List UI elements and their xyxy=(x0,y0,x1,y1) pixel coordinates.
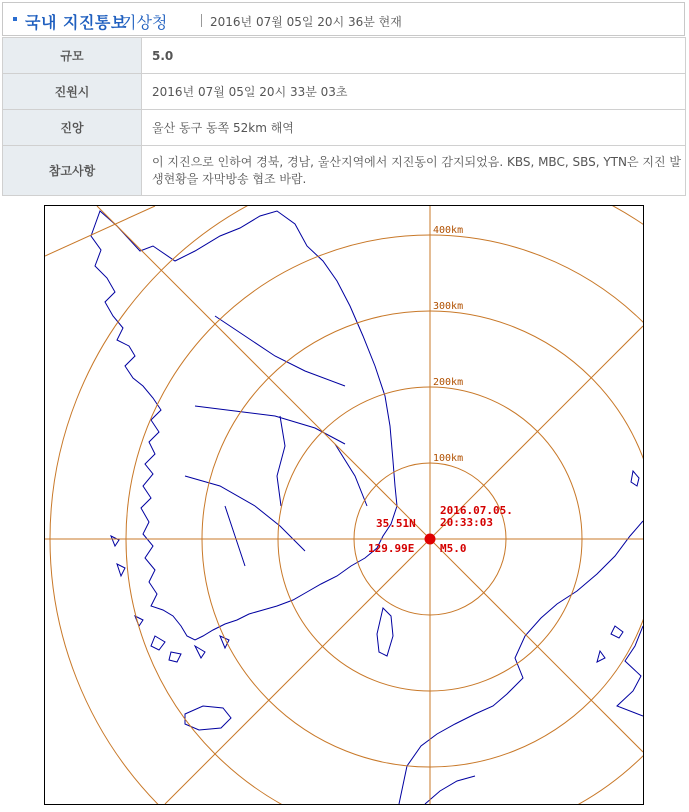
bullet-icon xyxy=(13,17,17,21)
epicenter-map xyxy=(44,205,644,805)
korean-peninsula-coast xyxy=(91,211,397,640)
table-row xyxy=(3,38,686,74)
notes-value: 이 지진으로 인하여 경북, 경남, 울산지역에서 지진동이 감지되었음. KBS, MBC, SBS, YTN은 지진 발생현황을 자막방송 협조 바람. xyxy=(142,146,686,196)
earthquake-info-table xyxy=(2,37,686,196)
notice-header xyxy=(2,2,685,36)
notes-label: 참고사항 xyxy=(3,146,142,196)
epicenter-marker xyxy=(425,534,436,545)
grid-lines xyxy=(45,206,643,804)
diagonal-line-sw-ne xyxy=(165,326,643,804)
epicenter-label: 진앙 xyxy=(3,110,142,146)
table-row xyxy=(3,110,686,146)
ring-labels xyxy=(433,225,463,464)
japan-coast xyxy=(399,521,643,804)
japan-islands xyxy=(597,471,639,662)
origin-time-label: 진원시 xyxy=(3,74,142,110)
jeju-island-coast xyxy=(185,706,231,730)
ring-label-2: 200km xyxy=(433,377,464,388)
event-date: 2016.07.05. xyxy=(440,504,513,517)
title-separator xyxy=(201,14,202,27)
coastline xyxy=(91,211,643,804)
event-time: 20:33:03 xyxy=(440,516,493,529)
epicenter-value: 울산 동구 동쪽 52km 해역 xyxy=(142,110,686,146)
magnitude-value: 5.0 xyxy=(142,38,686,74)
range-rings xyxy=(50,206,643,804)
event-magnitude: M5.0 xyxy=(440,542,467,555)
ring-label-3: 300km xyxy=(433,301,464,312)
ring-label-4: 400km xyxy=(433,225,464,236)
province-borders xyxy=(185,316,367,566)
magnitude-label: 규모 xyxy=(3,38,142,74)
ring-label-1: 100km xyxy=(433,453,464,464)
map-canvas xyxy=(45,206,643,804)
epicenter-longitude: 129.99E xyxy=(368,542,415,555)
tsushima-island-coast xyxy=(377,608,393,656)
diagonal-line-nw-se xyxy=(97,206,643,752)
range-ring xyxy=(50,206,643,804)
origin-time-value: 2016년 07월 05일 20시 33분 03초 xyxy=(142,74,686,110)
southern-islands xyxy=(111,536,229,662)
table-row xyxy=(3,146,686,196)
notice-title: 국내 지진통보 xyxy=(25,13,127,32)
epicenter-latitude: 35.51N xyxy=(376,517,416,530)
issue-timestamp: 2016년 07월 05일 20시 36분 현재 xyxy=(210,15,402,29)
table-row xyxy=(3,74,686,110)
agency-name: 기상청 xyxy=(121,13,168,32)
